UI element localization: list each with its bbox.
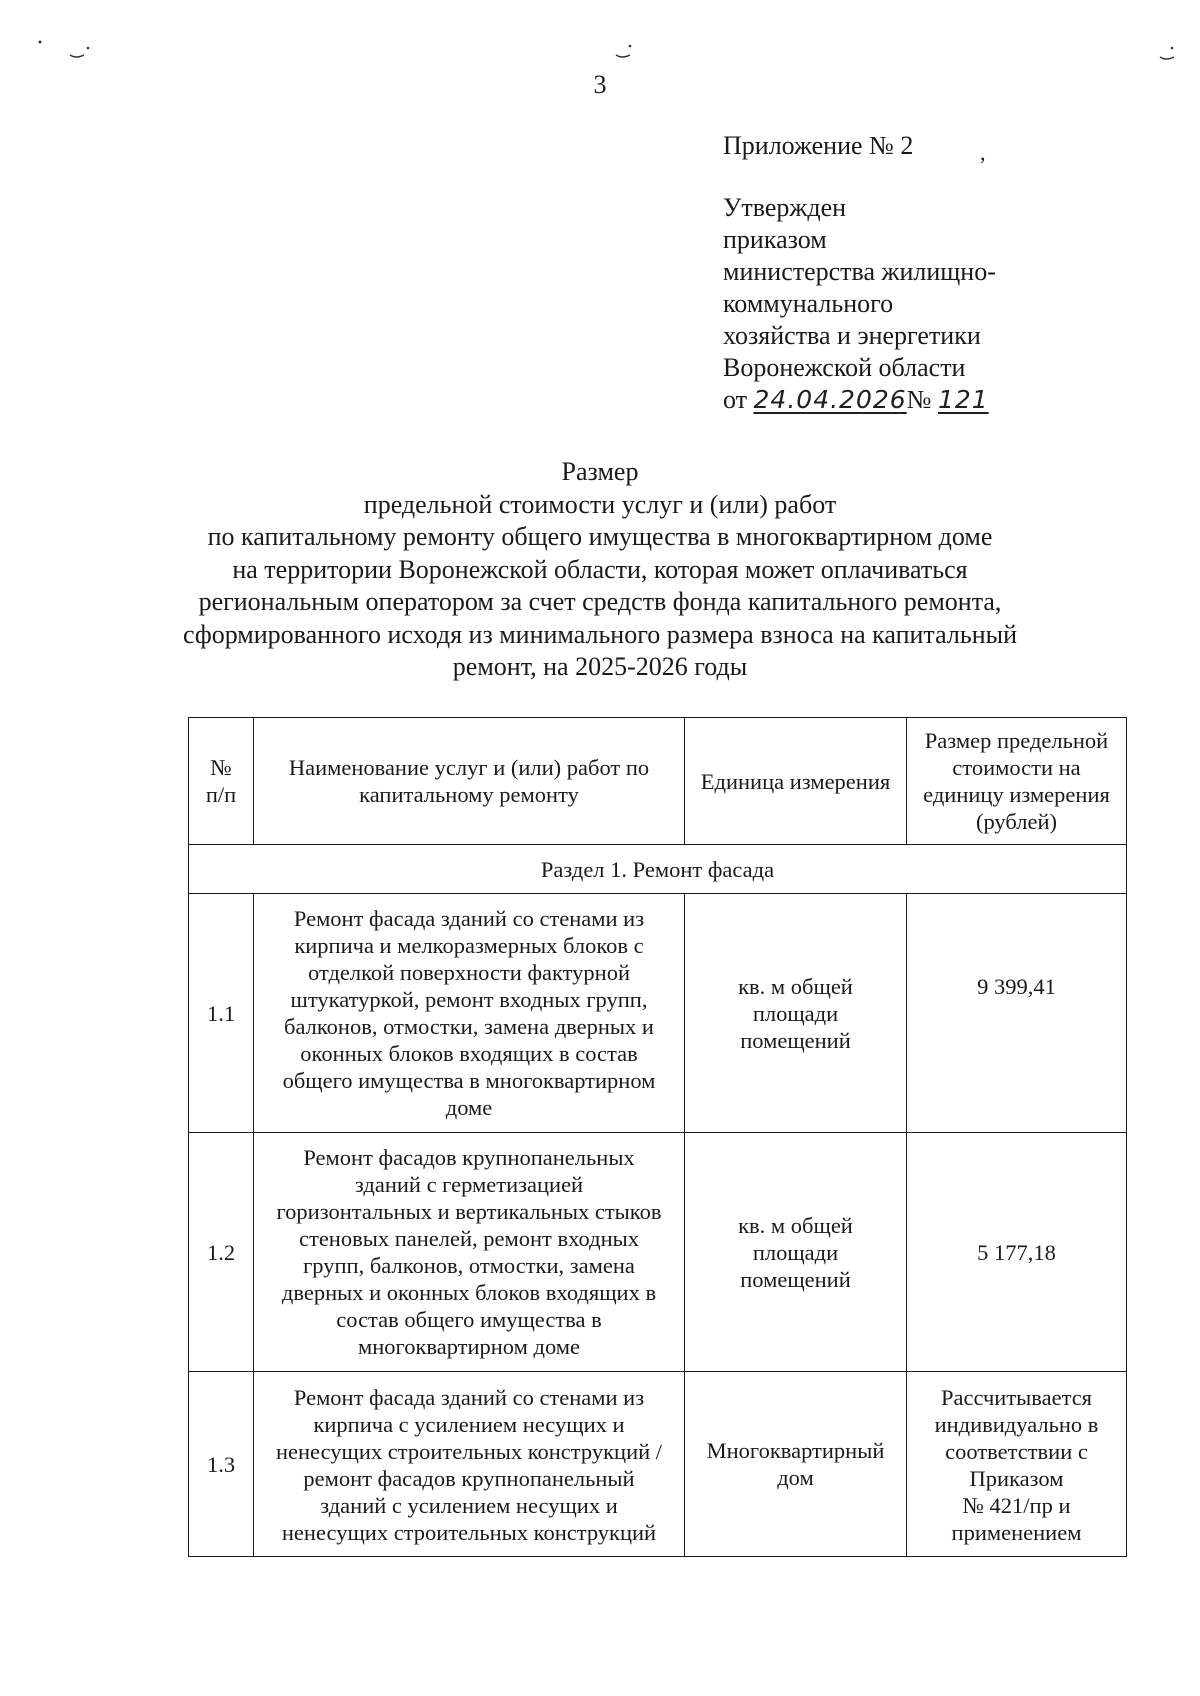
scan-specks bbox=[0, 0, 1200, 80]
table-row bbox=[189, 894, 1127, 1133]
row-number: 1.2 bbox=[189, 1133, 254, 1372]
header-text: Наименование услуг и (или) работ по bbox=[288, 755, 650, 780]
row-number: 1.1 bbox=[189, 894, 254, 1133]
unit-line: площади bbox=[752, 1000, 839, 1026]
title-line: предельной стоимости услуг и (или) работ bbox=[363, 489, 837, 519]
cost-table bbox=[188, 717, 1127, 1557]
unit-line: помещений bbox=[740, 1266, 851, 1292]
header-text: п/п bbox=[205, 782, 237, 807]
title-line: Размер bbox=[561, 457, 639, 486]
row-name bbox=[254, 1372, 685, 1557]
name-line: доме bbox=[445, 1095, 493, 1120]
approval-date-line bbox=[723, 384, 996, 416]
header-unit bbox=[685, 718, 907, 845]
row-unit bbox=[685, 1133, 907, 1372]
document-title bbox=[150, 456, 1050, 684]
name-line: ненесущих строительных конструкций / bbox=[275, 1439, 663, 1464]
name-line: ремонт фасадов крупнопанельный bbox=[303, 1466, 635, 1491]
unit-line: кв. м общей bbox=[738, 1212, 853, 1238]
title-line: региональным оператором за счет средств фонда капитального ремонта, bbox=[198, 587, 1002, 616]
name-line: дверных и оконных блоков входящих в bbox=[281, 1280, 657, 1305]
approval-line: Утвержден bbox=[723, 193, 847, 222]
cost-line: Рассчитывается bbox=[940, 1385, 1093, 1410]
title-line: по капитальному ремонту общего имущества в многоквартирном доме bbox=[207, 522, 993, 551]
name-line: состав общего имущества в bbox=[336, 1307, 602, 1332]
approval-line: Воронежской области bbox=[723, 353, 966, 382]
name-line: ненесущих строительных конструкций bbox=[281, 1520, 657, 1545]
section-row bbox=[189, 845, 1127, 894]
approval-line: хозяйства и энергетики bbox=[723, 321, 981, 350]
name-line: Ремонт фасада зданий со стенами из bbox=[293, 1385, 645, 1410]
approval-line: коммунального bbox=[723, 289, 894, 318]
header-text: № bbox=[210, 755, 232, 780]
header-text: единицу измерения bbox=[923, 782, 1110, 807]
header-text: Единица измерения bbox=[700, 768, 891, 794]
row-cost bbox=[907, 894, 1127, 1133]
row-unit bbox=[685, 894, 907, 1133]
header-text: Размер предельной bbox=[924, 728, 1109, 753]
approval-line: приказом bbox=[723, 225, 827, 254]
name-line: Ремонт фасадов крупнопанельных bbox=[303, 1145, 635, 1170]
name-line: оконных блоков входящих в состав bbox=[300, 1041, 638, 1066]
row-number: 1.3 bbox=[189, 1372, 254, 1557]
cost-line: № 421/пр и bbox=[962, 1493, 1071, 1518]
cost-line: 9 399,41 bbox=[977, 973, 1056, 999]
title-line: на территории Воронежской области, которая может оплачиваться bbox=[232, 554, 968, 584]
header-text: стоимости на bbox=[952, 755, 1081, 780]
unit-line: Многоквартирный bbox=[706, 1438, 885, 1463]
number-prefix: № bbox=[906, 385, 932, 414]
unit-line: помещений bbox=[740, 1027, 851, 1053]
name-line: кирпича и мелкоразмерных блоков с bbox=[294, 933, 644, 958]
cost-line: Приказом bbox=[969, 1466, 1064, 1491]
appendix-block bbox=[723, 130, 996, 416]
name-line: зданий с усилением несущих и bbox=[320, 1493, 618, 1518]
unit-line: площади bbox=[752, 1239, 839, 1265]
name-line: зданий с герметизацией bbox=[354, 1172, 584, 1197]
header-text: (рублей) bbox=[975, 809, 1058, 834]
name-line: стеновых панелей, ремонт входных bbox=[299, 1226, 639, 1251]
name-line: балконов, отмостки, замена дверных и bbox=[284, 1014, 654, 1039]
section-title: Раздел 1. Ремонт фасада bbox=[189, 845, 1127, 894]
table-row bbox=[189, 1372, 1127, 1557]
title-line: сформированного исходя из минимального размера взноса на капитальный bbox=[182, 619, 1018, 649]
table-header-row bbox=[189, 718, 1127, 845]
handwritten-number: 121 bbox=[937, 385, 989, 414]
row-name bbox=[254, 894, 685, 1133]
name-line: штукатуркой, ремонт входных групп, bbox=[290, 987, 648, 1012]
title-line: ремонт, на 2025-2026 годы bbox=[452, 652, 748, 681]
cost-line: применением bbox=[951, 1520, 1082, 1545]
header-text: капитальному ремонту bbox=[359, 782, 579, 807]
name-line: многоквартирном доме bbox=[358, 1334, 580, 1359]
row-name bbox=[254, 1133, 685, 1372]
date-prefix: от bbox=[723, 385, 748, 414]
stray-mark: , bbox=[980, 140, 986, 165]
appendix-title: Приложение № 2 bbox=[723, 131, 914, 160]
row-unit bbox=[685, 1372, 907, 1557]
header-no bbox=[189, 718, 254, 845]
handwritten-date: 24.04.2026 bbox=[753, 385, 907, 414]
table-row bbox=[189, 1133, 1127, 1372]
row-cost bbox=[907, 1372, 1127, 1557]
unit-line: дом bbox=[777, 1465, 814, 1490]
cost-line: индивидуально в bbox=[934, 1412, 1099, 1437]
name-line: отделкой поверхности фактурной bbox=[307, 960, 631, 985]
name-line: кирпича с усилением несущих и bbox=[313, 1412, 625, 1437]
page-number: 3 bbox=[593, 70, 607, 99]
approval-line: министерства жилищно- bbox=[723, 257, 996, 286]
name-line: общего имущества в многоквартирном bbox=[282, 1068, 656, 1093]
header-cost bbox=[907, 718, 1127, 845]
cost-line: соответствии с bbox=[945, 1439, 1088, 1464]
header-name bbox=[254, 718, 685, 845]
name-line: групп, балконов, отмостки, замена bbox=[303, 1253, 635, 1278]
cost-line: 5 177,18 bbox=[977, 1239, 1056, 1265]
name-line: Ремонт фасада зданий со стенами из bbox=[293, 906, 645, 931]
unit-line: кв. м общей bbox=[738, 973, 853, 999]
name-line: горизонтальных и вертикальных стыков bbox=[276, 1199, 662, 1224]
row-cost bbox=[907, 1133, 1127, 1372]
